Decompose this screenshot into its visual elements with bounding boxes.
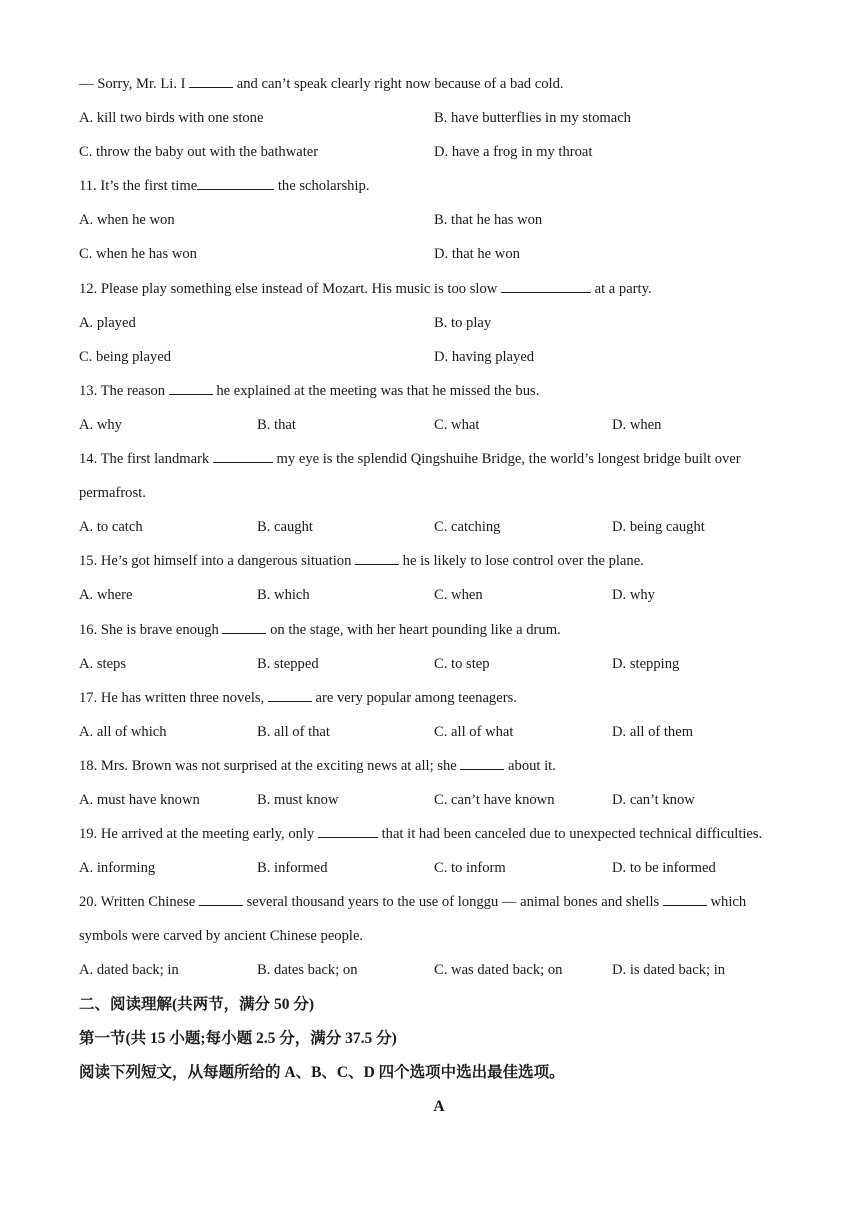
option-c: C. catching xyxy=(434,519,501,536)
option-d: D. all of them xyxy=(612,723,694,740)
option-a: A. all of which xyxy=(79,723,167,740)
question-12-options-row2 xyxy=(79,340,799,374)
question-13-options xyxy=(79,408,799,442)
question-15-stem: 15. He’s got himself into a dangerous situation he is likely to lose control over the plane. xyxy=(79,544,799,578)
option-b: B. must know xyxy=(257,791,339,808)
answer-blank xyxy=(197,175,274,190)
option-a: A. why xyxy=(79,416,122,433)
option-b: B. informed xyxy=(257,860,328,877)
question-13-stem: 13. The reason he explained at the meeting was that he missed the bus. xyxy=(79,374,799,408)
option-d: D. being caught xyxy=(612,519,705,536)
option-b: B. have butterflies in my stomach xyxy=(434,110,631,127)
option-a: A. informing xyxy=(79,860,156,877)
option-c: C. throw the baby out with the bathwater xyxy=(79,144,319,161)
option-b: B. that xyxy=(257,416,296,433)
answer-blank xyxy=(318,823,378,838)
answer-blank xyxy=(199,891,243,906)
option-b: B. stepped xyxy=(257,655,319,672)
part-heading: 第一节(共 15 小题;每小题 2.5 分，满分 37.5 分) xyxy=(79,1029,397,1047)
option-a: A. played xyxy=(79,314,136,331)
section-heading: 二、阅读理解(共两节，满分 50 分) xyxy=(79,995,315,1013)
passage-label: A xyxy=(433,1097,445,1115)
option-d: D. have a frog in my throat xyxy=(434,144,593,161)
option-a: A. to catch xyxy=(79,519,143,536)
option-b: B. that he has won xyxy=(434,212,543,229)
section-instruction: 阅读下列短文，从每题所给的 A、B、C、D 四个选项中选出最佳选项。 xyxy=(79,1063,565,1081)
question-14-options xyxy=(79,510,799,544)
answer-blank xyxy=(213,448,273,463)
option-c: C. was dated back; on xyxy=(434,962,563,979)
option-a: A. steps xyxy=(79,655,127,672)
answer-blank xyxy=(222,619,266,634)
option-c: C. what xyxy=(434,416,480,433)
option-d: D. having played xyxy=(434,348,535,365)
option-b: B. caught xyxy=(257,519,313,536)
question-14-stem-continued: permafrost. xyxy=(79,485,146,502)
option-c: C. when xyxy=(434,587,483,604)
option-a: A. kill two birds with one stone xyxy=(79,110,264,127)
option-c: C. when he has won xyxy=(79,246,197,263)
answer-blank xyxy=(189,73,233,88)
option-c: C. can’t have known xyxy=(434,791,555,808)
question-16-options xyxy=(79,647,799,681)
answer-blank xyxy=(268,687,312,702)
question-17-stem: 17. He has written three novels, are very popular among teenagers. xyxy=(79,681,799,715)
answer-blank xyxy=(663,891,707,906)
question-16-stem: 16. She is brave enough on the stage, with her heart pounding like a drum. xyxy=(79,613,799,647)
question-14-stem: 14. The first landmark my eye is the splendid Qingshuihe Bridge, the world’s longest bridge built over xyxy=(79,442,799,476)
question-20-options xyxy=(79,953,799,987)
option-c: C. all of what xyxy=(434,723,514,740)
answer-blank xyxy=(169,380,213,395)
option-d: D. is dated back; in xyxy=(612,962,726,979)
question-11-options-row2 xyxy=(79,237,799,271)
option-b: B. dates back; on xyxy=(257,962,358,979)
question-18-stem: 18. Mrs. Brown was not surprised at the exciting news at all; she about it. xyxy=(79,749,799,783)
answer-blank xyxy=(501,278,591,293)
question-19-options xyxy=(79,851,799,885)
question-11-options-row1 xyxy=(79,203,799,237)
option-d: D. stepping xyxy=(612,655,680,672)
answer-blank xyxy=(460,755,504,770)
question-19-stem: 19. He arrived at the meeting early, only that it had been canceled due to unexpected technical difficulties. xyxy=(79,817,799,851)
option-a: A. dated back; in xyxy=(79,962,179,979)
question-10-options-row1 xyxy=(79,101,799,135)
answer-blank xyxy=(355,550,399,565)
option-c: C. to step xyxy=(434,655,490,672)
option-d: D. can’t know xyxy=(612,791,695,808)
option-b: B. to play xyxy=(434,314,492,331)
question-18-options xyxy=(79,783,799,817)
option-a: A. when he won xyxy=(79,212,175,229)
option-d: D. that he won xyxy=(434,246,520,263)
exam-page xyxy=(79,67,799,1124)
option-b: B. which xyxy=(257,587,310,604)
question-12-options-row1 xyxy=(79,306,799,340)
question-20-stem: 20. Written Chinese several thousand years to the use of longgu — animal bones and shells which xyxy=(79,885,799,919)
option-a: A. must have known xyxy=(79,791,200,808)
option-a: A. where xyxy=(79,587,133,604)
option-d: D. when xyxy=(612,416,662,433)
question-10-options-row2 xyxy=(79,135,799,169)
question-10-stem: — Sorry, Mr. Li. I and can’t speak clearly right now because of a bad cold. xyxy=(79,67,799,101)
question-12-stem: 12. Please play something else instead of Mozart. His music is too slow at a party. xyxy=(79,272,799,306)
question-11-stem: 11. It’s the first time the scholarship. xyxy=(79,169,799,203)
question-17-options xyxy=(79,715,799,749)
option-c: C. being played xyxy=(79,348,172,365)
question-20-stem-continued: symbols were carved by ancient Chinese people. xyxy=(79,928,364,945)
option-c: C. to inform xyxy=(434,860,506,877)
option-d: D. to be informed xyxy=(612,860,716,877)
question-15-options xyxy=(79,578,799,612)
option-b: B. all of that xyxy=(257,723,330,740)
option-d: D. why xyxy=(612,587,655,604)
